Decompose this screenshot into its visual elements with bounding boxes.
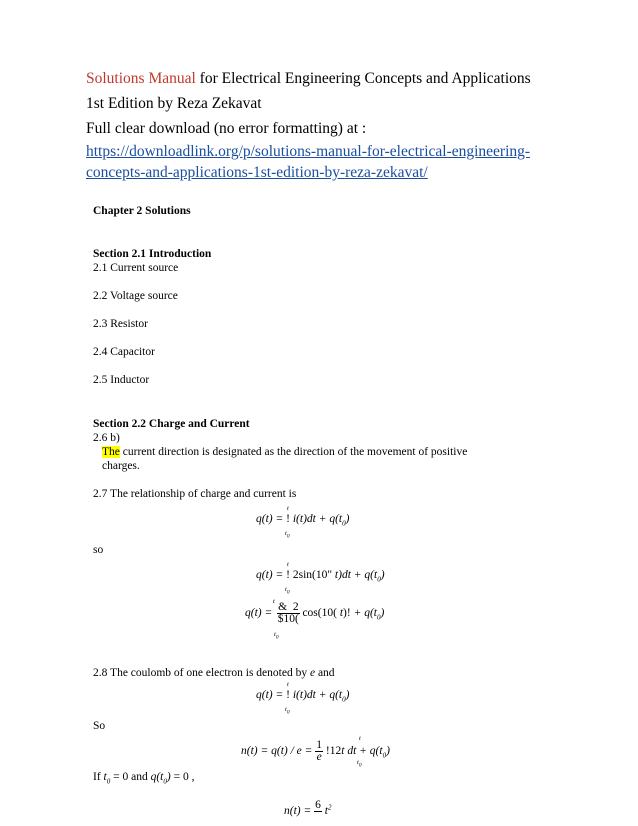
evaluation-lower-limit: $t_0$ [274, 631, 279, 641]
section-heading-2-2: Section 2.2 Charge and Current [93, 418, 250, 430]
list-item: 2.5 Inductor [93, 374, 150, 386]
document-title [86, 70, 531, 88]
download-link-line1[interactable]: https://downloadlink.org/p/solutions-manual-for-electrical-engineering- [86, 143, 531, 160]
problem-2-6-text-cont: charges. [102, 460, 140, 472]
title-rest: for Electrical Engineering Concepts and Applications [195, 70, 531, 87]
list-item: 2.2 Voltage source [93, 290, 178, 302]
edition-line: 1st Edition by Reza Zekavat [86, 95, 262, 112]
integral-lower-limit: $t_0$ [285, 586, 290, 596]
equation-charge-sine: q(t) = ! 2sin(10" $t)dt + q(t_0)$ [256, 569, 385, 584]
highlighted-word: The [102, 446, 120, 458]
equation-charge-current: q(t) = ! $i(t)dt + q(t_0)$ [256, 513, 350, 528]
evaluation-upper-limit: t [273, 598, 275, 605]
equation-electron-count: n(t) = q(t) / e = $\frac{1}{e}$ !12t dt + $q(t_0)$ [241, 739, 390, 763]
list-item: 2.1 Current source [93, 262, 179, 274]
download-line: Full clear download (no error formatting) at : [86, 120, 367, 137]
initial-condition-text: If $t_0 = 0$ and $q(t_0) = 0$ , [93, 771, 195, 786]
equation-charge-current-2: q(t) = ! $i(t)dt + q(t_0)$ [256, 689, 350, 704]
equation-electron-result: n(t) = 6 $t^2$ [284, 799, 332, 818]
title-highlight: Solutions Manual [86, 70, 196, 87]
integral-upper-limit: t [287, 505, 289, 512]
problem-2-8-text: 2.8 The coulomb of one electron is denoted by e and [93, 667, 335, 679]
integral-upper-limit: t [287, 681, 289, 688]
list-item: 2.3 Resistor [93, 318, 148, 330]
equation-charge-cosine: q(t) = $\frac{\& 2}{\$10(}$ cos(10( t)! + $q(t_0)$ [245, 601, 385, 625]
so-text-2: So [93, 720, 106, 732]
so-text: so [93, 544, 104, 556]
problem-2-6-text: The current direction is designated as the direction of the movement of positive [102, 446, 468, 458]
integral-upper-limit: t [359, 735, 361, 742]
integral-lower-limit: $t_0$ [285, 530, 290, 540]
list-item: 2.4 Capacitor [93, 346, 155, 358]
problem-2-7-text: 2.7 The relationship of charge and current is [93, 488, 297, 500]
section-heading-2-1: Section 2.1 Introduction [93, 248, 212, 260]
integral-upper-limit: t [287, 561, 289, 568]
chapter-heading: Chapter 2 Solutions [93, 205, 191, 217]
problem-2-6-label: 2.6 b) [93, 432, 120, 444]
integral-lower-limit: $t_0$ [357, 759, 362, 769]
integral-lower-limit: $t_0$ [285, 706, 290, 716]
download-link-line2[interactable]: concepts-and-applications-1st-edition-by-reza-zekavat/ [86, 164, 428, 181]
